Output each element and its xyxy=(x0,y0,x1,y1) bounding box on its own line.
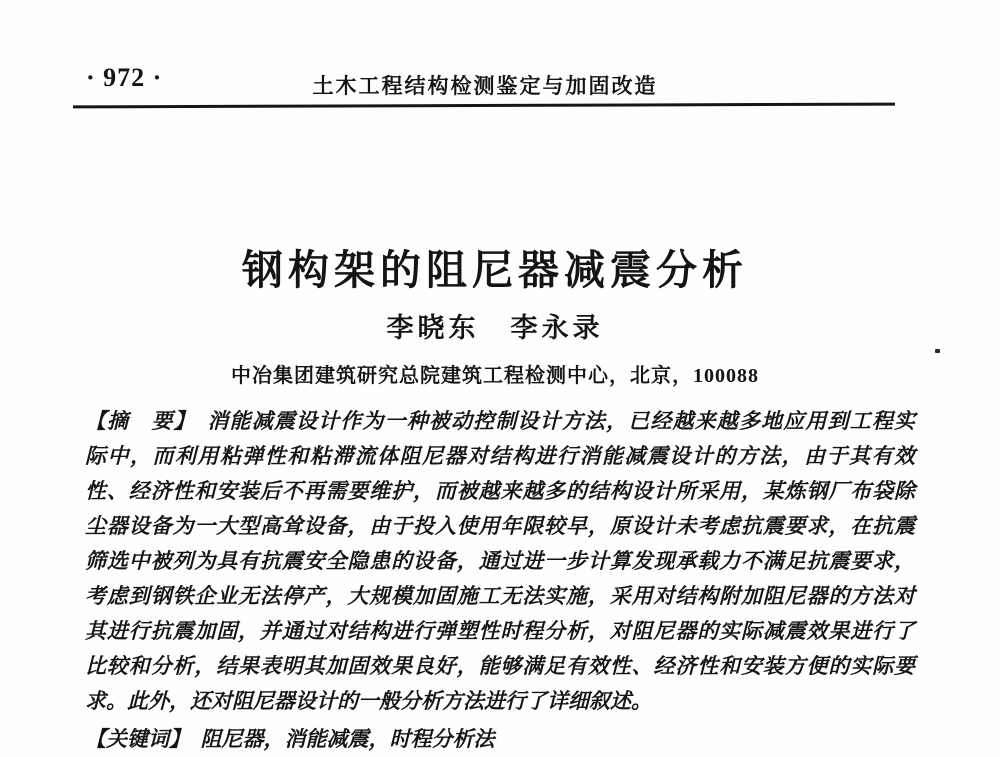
author-names: 李晓东 李永录 xyxy=(386,313,604,343)
abstract-line: 筛选中被列为具有抗震安全隐患的设备，通过进一步计算发现承载力不满足抗震要求， xyxy=(85,549,915,573)
scan-artifact-speck xyxy=(935,349,940,353)
affiliation-line: 中冶集团建筑研究总院建筑工程检测中心，北京，100088 xyxy=(231,365,759,387)
abstract-line: 尘器设备为一大型高耸设备，由于投入使用年限较早，原设计未考虑抗震要求，在抗震 xyxy=(85,514,915,538)
abstract-line: 比较和分析，结果表明其加固效果良好，能够满足有效性、经济性和安装方便的实际要 xyxy=(85,654,915,678)
article-title: 钢构架的阻尼器减震分析 xyxy=(242,247,748,293)
page-number: · 972 · xyxy=(86,63,163,92)
abstract-line: 际中，而利用粘弹性和粘滞流体阻尼器对结构进行消能减震设计的方法，由于其有效 xyxy=(85,444,915,468)
keywords-line: 【关键词】 阻尼器，消能减震，时程分析法 xyxy=(85,727,495,751)
abstract-line: 求。此外，还对阻尼器设计的一般分析方法进行了详细叙述。 xyxy=(85,689,652,713)
header-rule xyxy=(73,103,895,109)
abstract-block xyxy=(85,404,915,757)
running-header-book-title: 土木工程结构检测鉴定与加固改造 xyxy=(312,74,658,98)
abstract-line: 性、经济性和安装后不再需要维护，而被越来越多的结构设计所采用，某炼钢厂布袋除 xyxy=(85,479,915,503)
abstract-line: 【摘 要】 消能减震设计作为一种被动控制设计方法，已经越来越多地应用到工程实 xyxy=(85,409,915,433)
abstract-line: 其进行抗震加固，并通过对结构进行弹塑性时程分析，对阻尼器的实际减震效果进行了 xyxy=(85,619,915,643)
abstract-line: 考虑到钢铁企业无法停产，大规模加固施工无法实施，采用对结构附加阻尼器的方法对 xyxy=(85,584,915,608)
